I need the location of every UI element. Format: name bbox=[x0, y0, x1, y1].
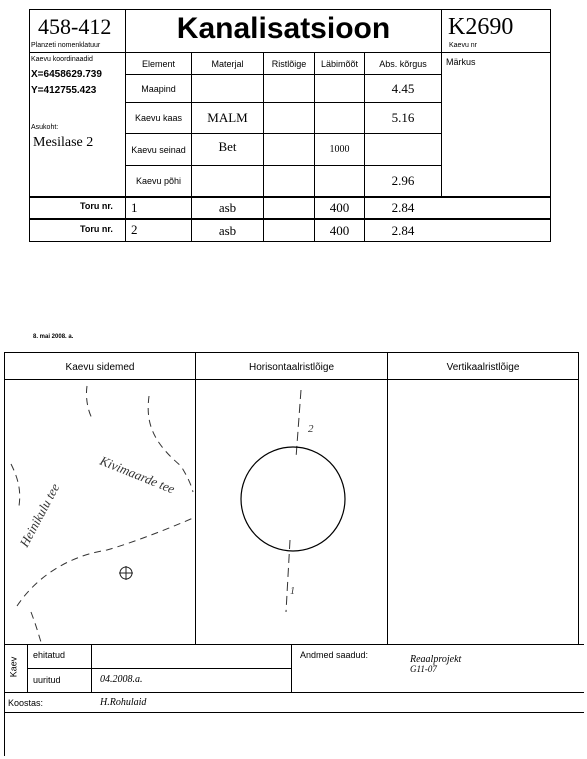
col-cross-section: Ristlõige bbox=[271, 58, 307, 69]
pipe-material: asb bbox=[218, 200, 237, 215]
col-elevation: Abs. kõrgus bbox=[379, 58, 427, 69]
page-title: Kanalisatsioon bbox=[176, 12, 391, 45]
surveyed-value: 04.2008.a. bbox=[100, 674, 143, 685]
coord-y: Y=412755.423 bbox=[31, 85, 97, 96]
sketch-top-border bbox=[4, 352, 579, 353]
pipe-number: 1 bbox=[131, 200, 138, 215]
row-diameter: 1000 bbox=[329, 144, 350, 155]
coords-label: Kaevu koordinaadid bbox=[31, 56, 93, 63]
section-horizontal: Horisontaalristlõige bbox=[248, 362, 335, 373]
row-elevation: 5.16 bbox=[391, 110, 415, 125]
row-elevation: 4.45 bbox=[391, 80, 415, 96]
col-diameter: Läbimõõt bbox=[320, 58, 359, 69]
coord-x: X=6458629.739 bbox=[31, 69, 102, 80]
compiled-value: H.Rohulaid bbox=[100, 697, 147, 708]
pipe-diameter: 400 bbox=[329, 223, 350, 238]
section-vertical: Vertikaalristlõige bbox=[446, 362, 520, 373]
section-connections: Kaevu sidemed bbox=[65, 362, 135, 373]
row-element: Kaevu põhi bbox=[135, 176, 182, 186]
pipe-label: Toru nr. bbox=[80, 224, 113, 234]
sheet-label: Planzeti nomenklatuur bbox=[31, 42, 101, 49]
row-element: Kaevu seinad bbox=[131, 144, 186, 155]
row-material: Bet bbox=[218, 139, 237, 154]
row-element: Maapind bbox=[141, 83, 176, 94]
well-side-label: Kaev bbox=[8, 656, 19, 678]
surveyed-label: uuritud bbox=[33, 675, 61, 685]
data-source-code: G11-07 bbox=[410, 664, 437, 674]
connections-sketch bbox=[5, 380, 195, 644]
col-remarks: Märkus bbox=[446, 57, 476, 67]
pipe-1-label: 1 bbox=[290, 586, 295, 597]
horizontal-section-drawing bbox=[196, 380, 387, 644]
col-material: Materjal bbox=[211, 58, 244, 69]
address-label: Asukoht: bbox=[31, 124, 59, 131]
pipe-2-label: 2 bbox=[308, 423, 314, 435]
row-material: MALM bbox=[207, 110, 248, 125]
compiled-label: Koostas: bbox=[8, 698, 44, 708]
pipe-elevation: 2.84 bbox=[391, 223, 415, 238]
well-circle bbox=[241, 447, 345, 551]
pipe-label: Toru nr. bbox=[80, 201, 113, 211]
data-source-value: Reaalprojekt bbox=[410, 654, 462, 665]
street-label-heinikulu: Heinikulu tee bbox=[16, 480, 63, 550]
date-note: 8. mai 2008. a. bbox=[33, 334, 74, 340]
row-element: Kaevu kaas bbox=[134, 113, 183, 123]
row-elevation: 2.96 bbox=[391, 173, 415, 188]
well-id: K2690 bbox=[448, 14, 514, 40]
street-label-kivimaarde: Kivimaarde tee bbox=[97, 452, 178, 497]
pipe-number: 2 bbox=[131, 222, 138, 237]
pipe-diameter: 400 bbox=[329, 200, 350, 215]
built-label: ehitatud bbox=[33, 650, 66, 660]
pipe-elevation: 2.84 bbox=[391, 200, 415, 215]
sheet-number: 458-412 bbox=[38, 14, 112, 39]
data-source-label: Andmed saadud: bbox=[300, 650, 369, 660]
address: Mesilase 2 bbox=[33, 135, 94, 150]
pipe-material: asb bbox=[218, 223, 237, 238]
well-id-label: Kaevu nr bbox=[449, 42, 478, 49]
col-element: Element bbox=[141, 58, 176, 69]
